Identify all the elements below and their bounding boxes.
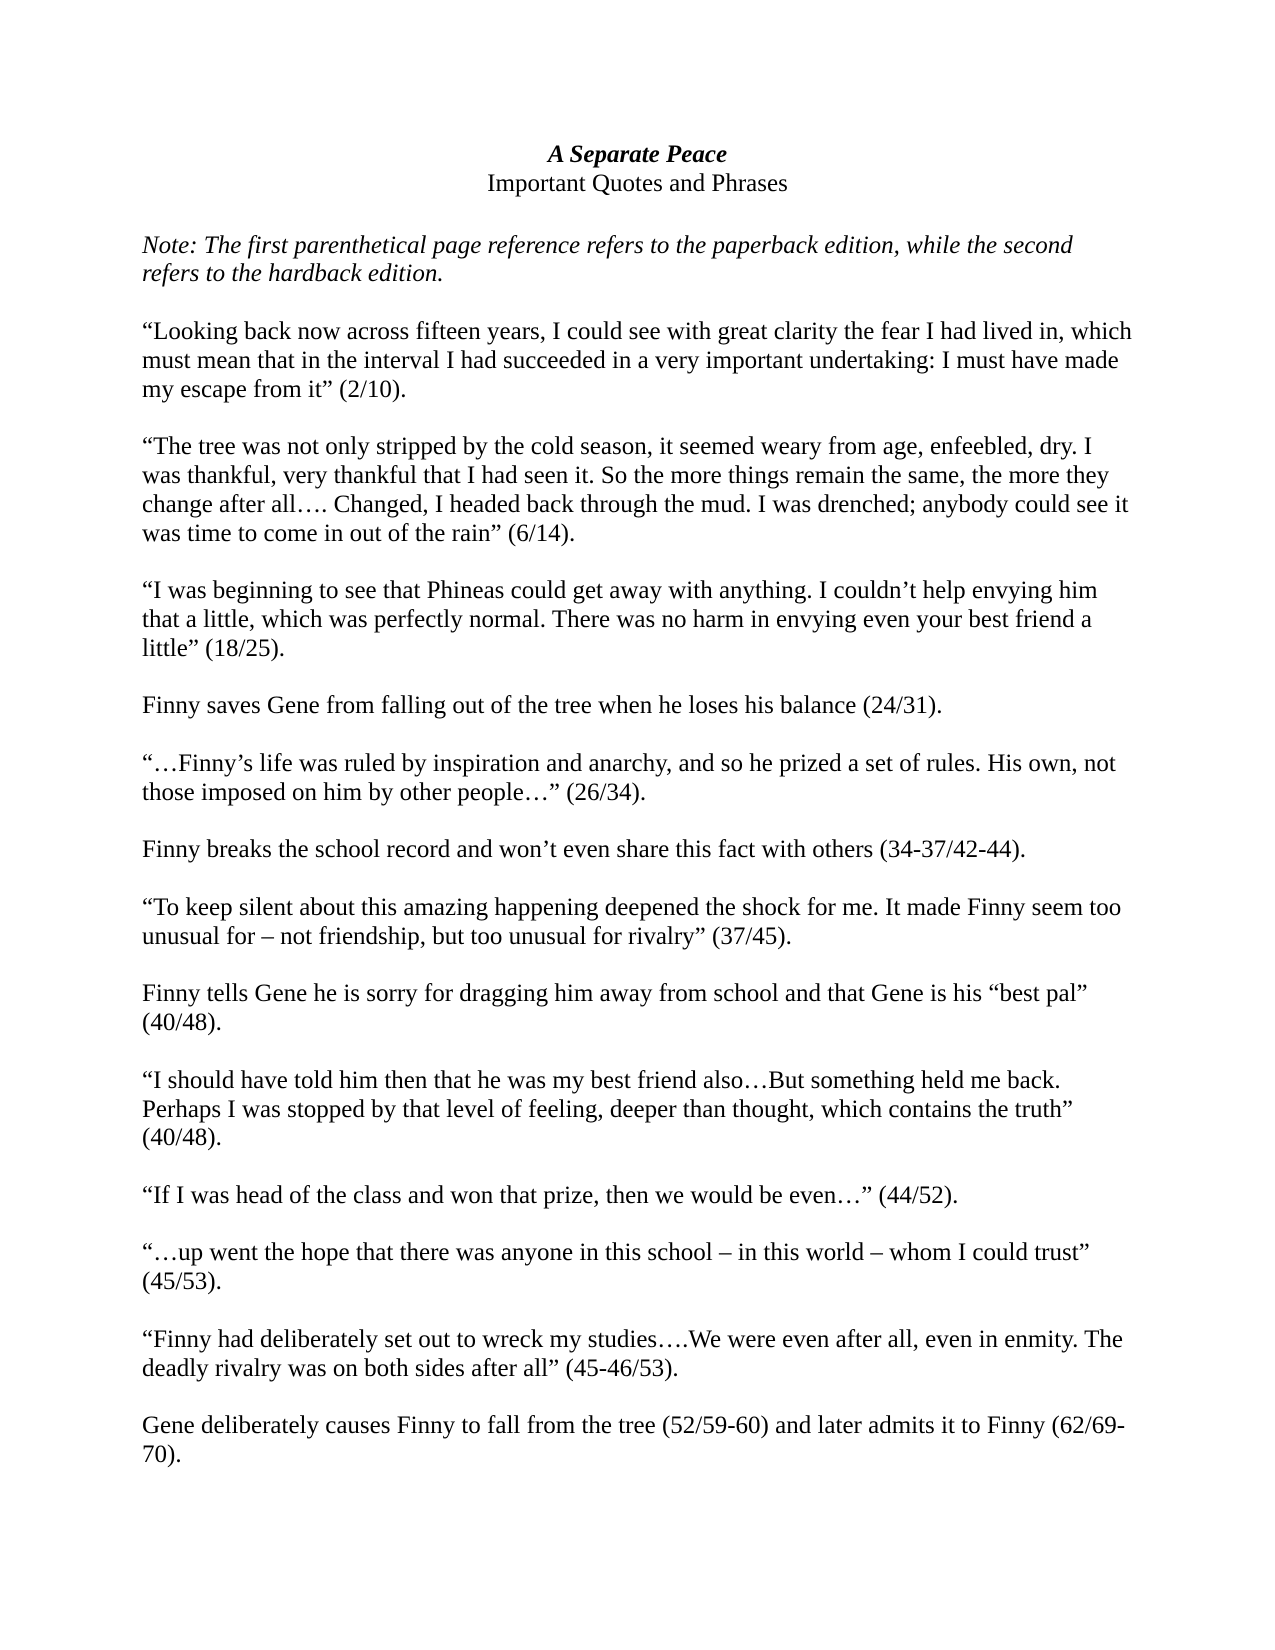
quote-paragraph: “…up went the hope that there was anyone in this school – in this world – whom I could trust” (45/53). (142, 1239, 1090, 1296)
page-title: A Separate Peace (547, 141, 728, 168)
quote-paragraph: “Looking back now across fifteen years, I could see with great clarity the fear I had lived in, which must mean that in the interval I had succeeded in a very important undertaking: I must have made my escape from it” (2/10). (142, 317, 1132, 403)
plot-point-paragraph: Gene deliberately causes Finny to fall from the tree (52/59-60) and later admits it to Finny (62/69-70). (142, 1412, 1126, 1469)
document-header (142, 141, 1133, 199)
quote-paragraph: “To keep silent about this amazing happening deepened the shock for me. It made Finny seem too unusual for – not friendship, but too unusual for rivalry” (37/45). (142, 893, 1122, 950)
plot-point-paragraph: Finny breaks the school record and won’t even share this fact with others (34-37/42-44). (142, 836, 1027, 864)
plot-point-paragraph: Finny saves Gene from falling out of the tree when he loses his balance (24/31). (142, 692, 943, 720)
quote-paragraph: “If I was head of the class and won that prize, then we would be even…” (44/52). (142, 1181, 959, 1209)
quote-paragraph: “I should have told him then that he was my best friend also…But something held me back. Perhaps I was stopped by that level of feeling, deeper than thought, which contains the truth” (40/48). (142, 1066, 1073, 1152)
plot-point-paragraph: Finny tells Gene he is sorry for dragging him away from school and that Gene is his “best pal” (40/48). (142, 980, 1088, 1037)
quote-paragraph: “Finny had deliberately set out to wreck my studies….We were even after all, even in enmity. The deadly rivalry was on both sides after all” (45-46/53). (142, 1325, 1124, 1382)
page-subtitle: Important Quotes and Phrases (487, 169, 788, 197)
quote-paragraph: “…Finny’s life was ruled by inspiration and anarchy, and so he prized a set of rules. His own, not those imposed on him by other people…” (26/34). (142, 749, 1116, 806)
editions-note: Note: The first parenthetical page reference refers to the paperback edition, while the second refers to the hardback edition. (142, 231, 1073, 288)
quote-paragraph: “The tree was not only stripped by the cold season, it seemed weary from age, enfeebled, dry. I was thankful, very thankful that I had seen it. So the more things remain the same, the more they change after all…. Changed, I headed back through the mud. I was drenched; anybody could see it was time to come in out of the rain” (6/14). (142, 433, 1129, 547)
quote-paragraph: “I was beginning to see that Phineas could get away with anything. I couldn’t help envying him that a little, which was perfectly normal. There was no harm in envying even your best friend a little” (18/25). (142, 577, 1098, 662)
